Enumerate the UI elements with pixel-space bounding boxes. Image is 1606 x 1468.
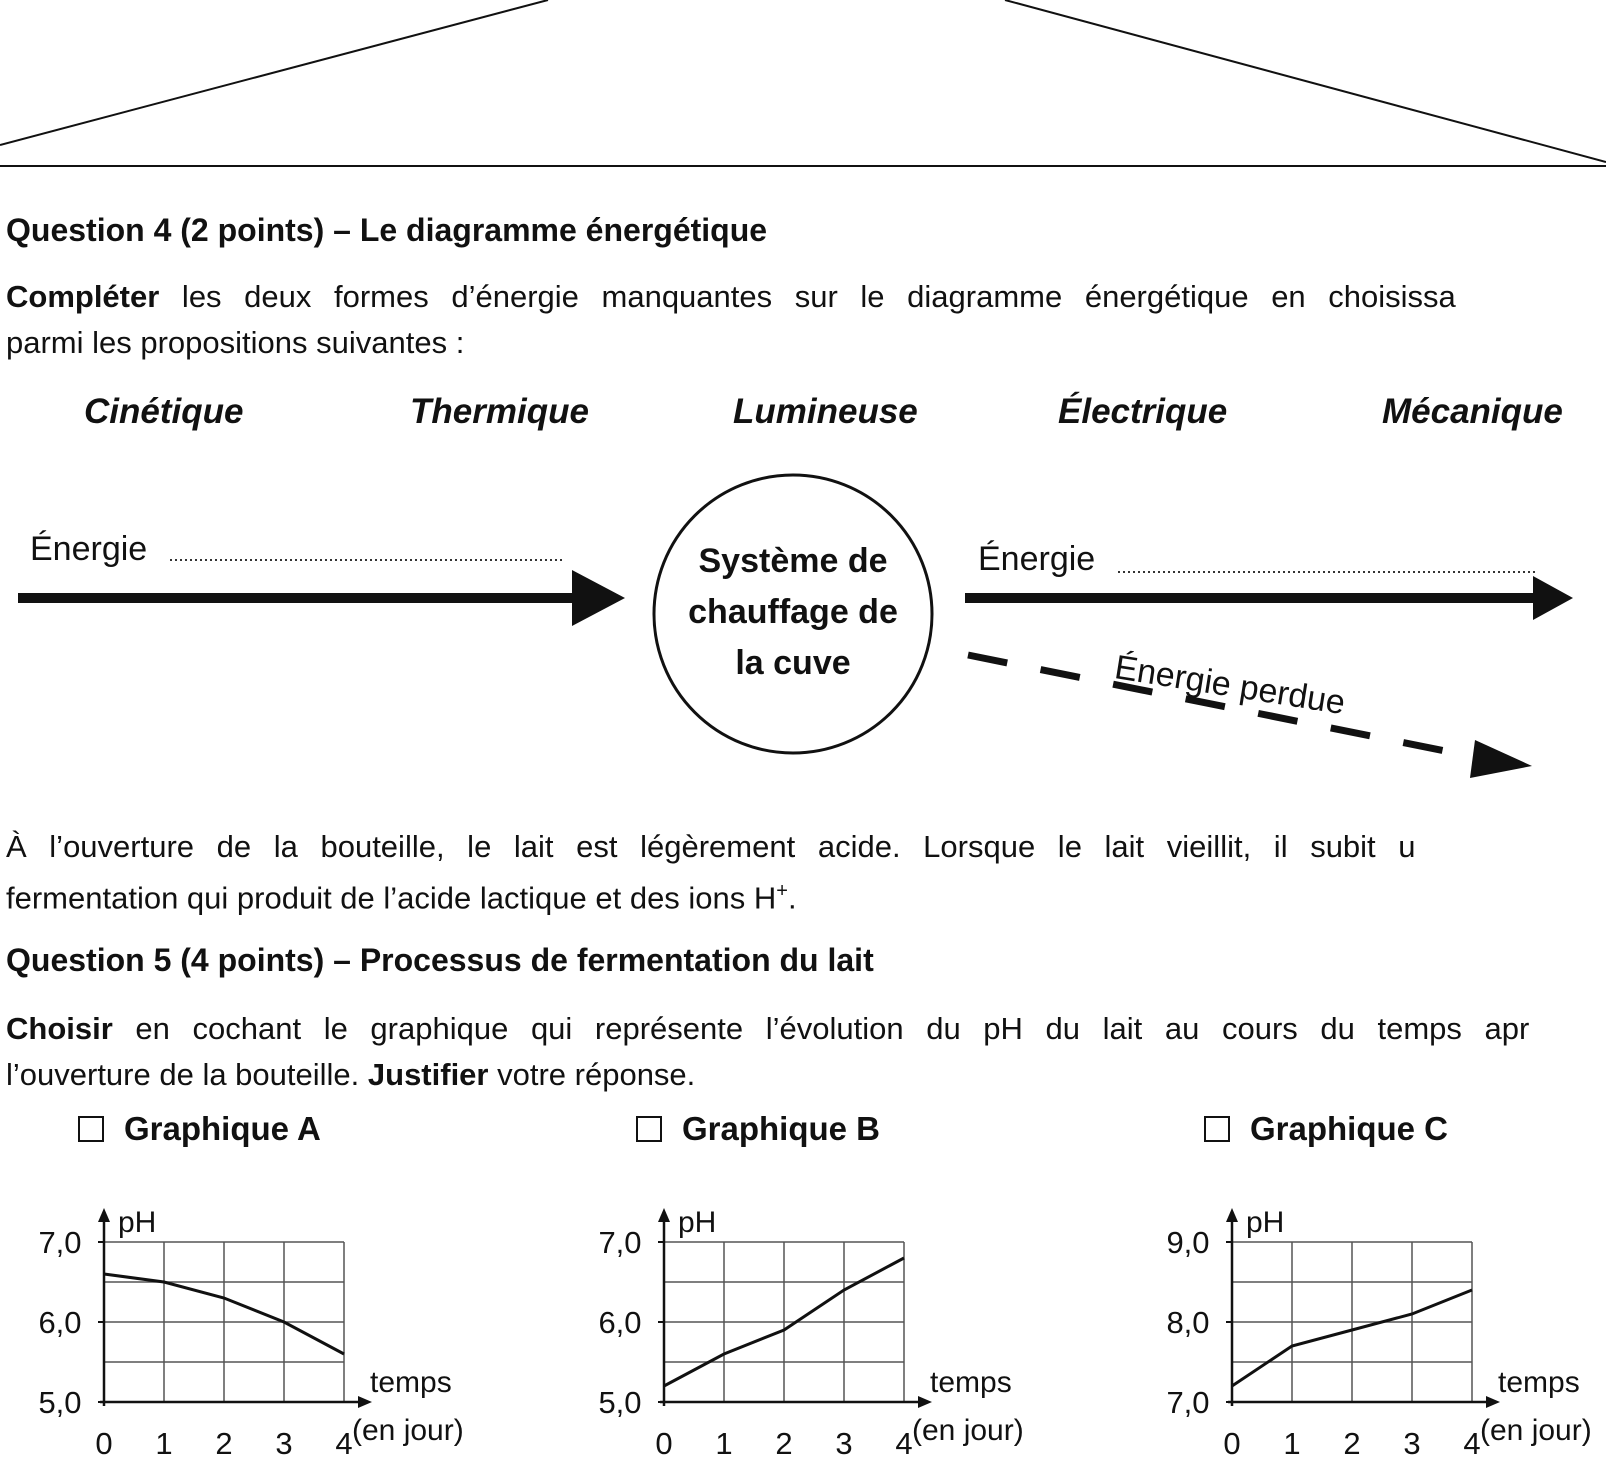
graphique-c-x-label-line1: temps — [1498, 1366, 1580, 1399]
graphique-a-y-tick-label: 7,0 — [38, 1225, 82, 1260]
graphique-b-x-tick-label: 4 — [895, 1426, 913, 1461]
graphique-a-x-tick-label: 2 — [215, 1426, 233, 1461]
lost-energy-label: Énergie perdue — [1112, 648, 1348, 723]
graphique-b-y-tick-label: 5,0 — [598, 1385, 642, 1420]
energy-option-thermique: Thermique — [410, 392, 589, 431]
graphique-c-y-arrowhead — [1226, 1208, 1238, 1222]
graphique-b-x-label-line2: (en jour) — [912, 1414, 1024, 1447]
system-label-line1: Système de — [698, 542, 888, 580]
question5-justify-verb: Justifier — [367, 1057, 489, 1092]
graphique-b-checkbox[interactable] — [636, 1116, 662, 1142]
energy-option-lumineuse: Lumineuse — [733, 392, 918, 431]
graphique-b-y-label: pH — [678, 1206, 717, 1239]
graphique-c-y-tick-label: 9,0 — [1166, 1225, 1210, 1260]
graphique-c-x-tick-label: 1 — [1283, 1426, 1301, 1461]
graphique-c-y-tick-label: 8,0 — [1166, 1305, 1210, 1340]
graphique-b-title: Graphique B — [682, 1110, 881, 1147]
graphique-a-y-label: pH — [118, 1206, 157, 1239]
input-energy-arrow — [18, 570, 625, 626]
graphique-c-x-tick-label: 4 — [1463, 1426, 1481, 1461]
output-energy-label: Énergie — [978, 540, 1096, 578]
question5-instruction-line1 — [6, 1006, 1529, 1052]
system-label — [660, 536, 926, 689]
question4-instruction-line2: parmi les propositions suivantes : — [6, 325, 465, 360]
context-line2-end: . — [787, 880, 797, 916]
question4-instruction-text: les deux formes d’énergie manquantes sur le diagramme énergétique en choisissa — [159, 279, 1456, 314]
graphique-c-y-label: pH — [1246, 1206, 1285, 1239]
question5-instruction-line2-a: l’ouverture de la bouteille. — [6, 1057, 368, 1092]
graphique-b-x-tick-label: 2 — [775, 1426, 793, 1461]
graphique-a-x-tick-label: 0 — [95, 1426, 113, 1461]
graphique-a-x-tick-label: 4 — [335, 1426, 353, 1461]
question4-instruction-line1 — [6, 274, 1456, 320]
question5-instruction-text: en cochant le graphique qui représente l’évolution du pH du lait au cours du temps apr — [112, 1011, 1530, 1046]
ph-charts — [0, 1170, 1606, 1468]
energy-option-electrique: Électrique — [1058, 392, 1228, 431]
graphique-a-choice[interactable] — [78, 1110, 321, 1148]
system-label-line3: la cuve — [735, 644, 851, 682]
energy-option-cinetique: Cinétique — [84, 392, 244, 431]
output-energy-arrow — [965, 576, 1573, 620]
graphique-b-x-label-line1: temps — [930, 1366, 1012, 1399]
graphique-a-y-tick-label: 5,0 — [38, 1385, 82, 1420]
graphique-b-choice[interactable] — [636, 1110, 880, 1148]
question4-instruction-verb: Compléter — [6, 279, 160, 314]
context-line2 — [6, 868, 797, 921]
graphique-b-x-tick-label: 0 — [655, 1426, 673, 1461]
header-shape — [0, 0, 1606, 175]
context-line2-text: fermentation qui produit de l’acide lactique et des ions H — [6, 880, 777, 916]
energy-option-mecanique: Mécanique — [1382, 392, 1563, 431]
graphique-c-y-tick-label: 7,0 — [1166, 1385, 1210, 1420]
graphique-c-x-tick-label: 2 — [1343, 1426, 1361, 1461]
graphique-b-y-arrowhead — [658, 1208, 670, 1222]
graphique-c-choice[interactable] — [1204, 1110, 1448, 1148]
input-energy-label: Énergie — [30, 530, 148, 568]
graphique-b-y-tick-label: 7,0 — [598, 1225, 642, 1260]
question5-instruction-line2 — [6, 1052, 695, 1098]
system-label-line2: chauffage de — [688, 593, 898, 631]
graphique-c-title: Graphique C — [1250, 1110, 1449, 1147]
context-ion-superscript: + — [776, 880, 788, 902]
graphique-c-x-label-line2: (en jour) — [1480, 1414, 1592, 1447]
graphique-b-y-tick-label: 6,0 — [598, 1305, 642, 1340]
graphique-a-x-tick-label: 1 — [155, 1426, 173, 1461]
graphique-b-x-tick-label: 3 — [835, 1426, 853, 1461]
question5-instruction-line2-b: votre réponse. — [488, 1057, 696, 1092]
question5-title: Question 5 (4 points) – Processus de fermentation du lait — [6, 942, 874, 978]
graphique-c-x-tick-label: 0 — [1223, 1426, 1241, 1461]
question5-instruction-verb: Choisir — [6, 1011, 113, 1046]
graphique-c-checkbox[interactable] — [1204, 1116, 1230, 1142]
graphique-c-x-tick-label: 3 — [1403, 1426, 1421, 1461]
question4-title: Question 4 (2 points) – Le diagramme énergétique — [6, 212, 768, 248]
graphique-b-x-tick-label: 1 — [715, 1426, 733, 1461]
graphique-a-checkbox[interactable] — [78, 1116, 104, 1142]
graphique-a-x-tick-label: 3 — [275, 1426, 293, 1461]
graphique-a-title: Graphique A — [124, 1110, 321, 1147]
graphique-a-x-label-line2: (en jour) — [352, 1414, 464, 1447]
graphique-a-y-arrowhead — [98, 1208, 110, 1222]
graphique-a-x-label-line1: temps — [370, 1366, 452, 1399]
context-line1: À l’ouverture de la bouteille, le lait est légèrement acide. Lorsque le lait vieillit, il subit u — [6, 829, 1416, 864]
graphique-a-y-tick-label: 6,0 — [38, 1305, 82, 1340]
